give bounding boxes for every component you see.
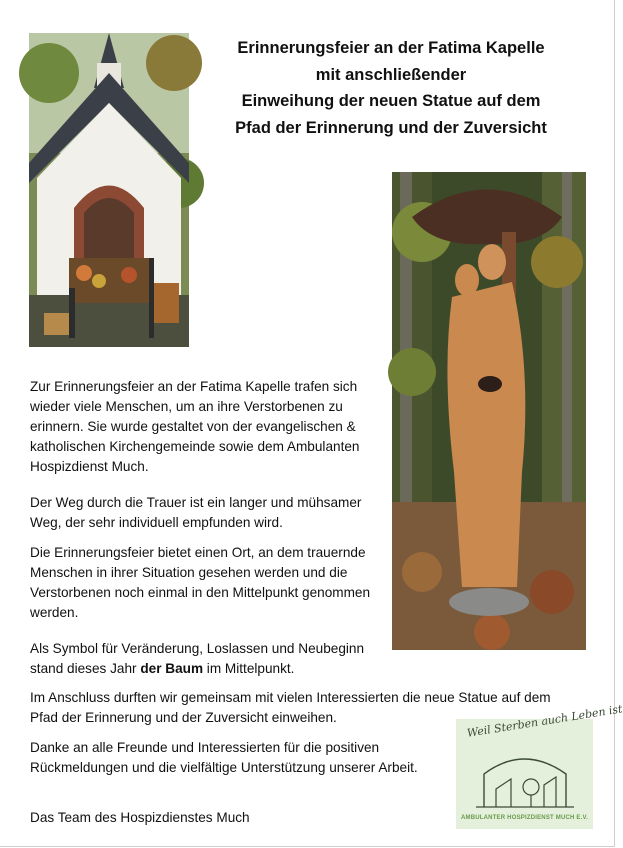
paragraph-memorial-place: Die Erinnerungsfeier bietet einen Ort, an dem trauernde Menschen in ihrer Situation gesehen werden und die Verstorbenen noch einmal in den Mittelpunkt genommen werden. xyxy=(30,545,371,620)
symbol-text-after: im Mittelpunkt. xyxy=(203,661,295,676)
symbol-highlight: der Baum xyxy=(140,661,204,676)
title-line-1: Erinnerungsfeier an der Fatima Kapelle xyxy=(237,39,545,57)
paragraph-grief-path: Der Weg durch die Trauer ist ein langer und mühsamer Weg, der sehr individuell empfunden wird. xyxy=(30,495,362,530)
signature-line: Das Team des Hospizdienstes Much xyxy=(30,810,250,825)
statue-photo xyxy=(392,172,586,650)
title-line-3: Einweihung der neuen Statue auf dem xyxy=(241,92,541,110)
title-line-4: Pfad der Erinnerung und der Zuversicht xyxy=(235,118,547,137)
chapel-photo xyxy=(29,33,189,347)
hospiz-logo xyxy=(456,702,623,829)
paragraph-intro: Zur Erinnerungsfeier an der Fatima Kapelle trafen sich wieder viele Menschen, um an ihre Verstorbenen zu erinnern. Sie wurde gestaltet von der evangelischen & katholischen Kirchengemeinde sowie dem Ambulanten Hospizdienst Much. xyxy=(30,379,360,474)
title-line-2: mit anschließender xyxy=(315,65,467,84)
logo-slogan: Weil Sterben auch Leben ist xyxy=(466,702,623,740)
paragraph-thanks: Danke an alle Freunde und Interessierten für die positiven Rückmeldungen und die vielfältige Unterstützung unserer Arbeit. xyxy=(30,740,418,775)
paragraph-symbol xyxy=(30,639,390,679)
symbol-text-before: Als Symbol für Veränderung, Loslassen und Neubeginn stand dieses Jahr xyxy=(30,641,365,676)
page-title xyxy=(196,35,586,141)
paragraph-statue-inauguration: Im Anschluss durften wir gemeinsam mit vielen Interessierten die neue Statue auf dem Pfad der Erinnerung und der Zuversicht einweihen. xyxy=(30,690,551,725)
logo-org-name: AMBULANTER HOSPIZDIENST MUCH E.V. xyxy=(460,815,589,821)
